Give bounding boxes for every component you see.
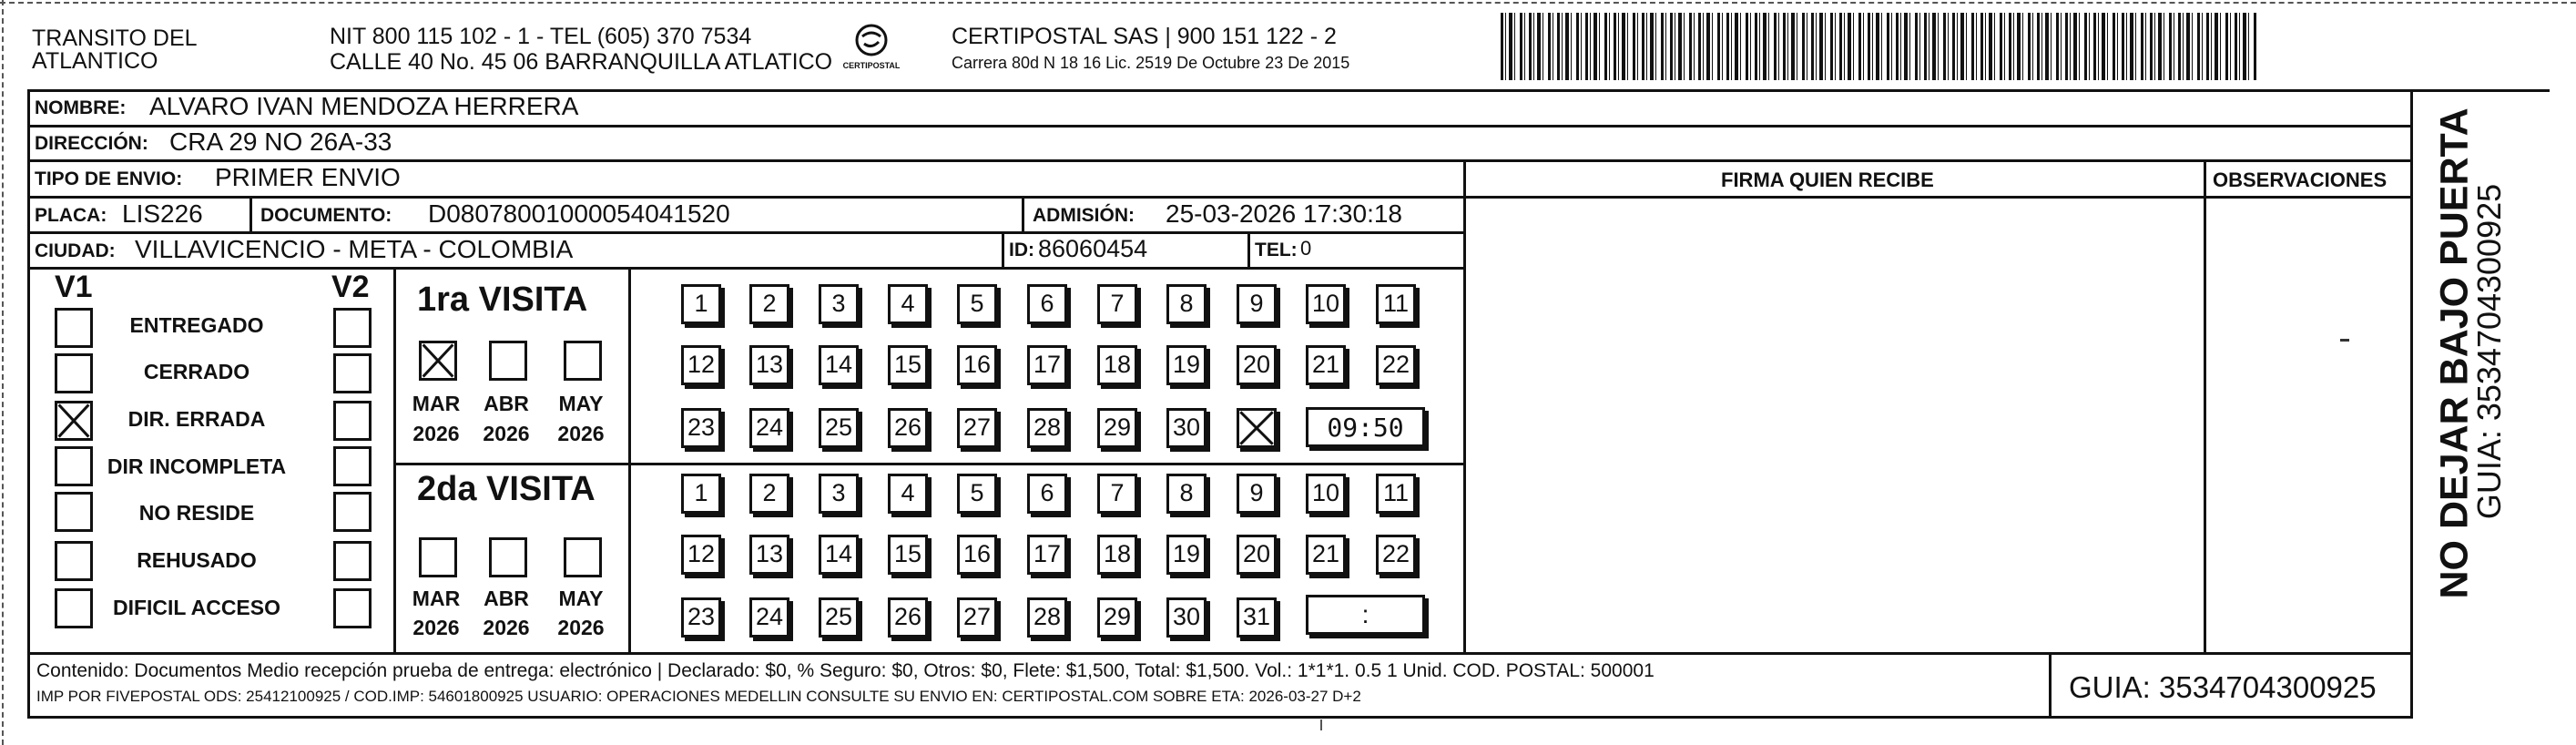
first-abr-box[interactable]	[489, 341, 527, 381]
first-day-12-label: 12	[687, 351, 716, 378]
first-day-26-box[interactable]	[888, 408, 928, 448]
second-day-16-label: 16	[962, 540, 992, 567]
second-day-3-label: 3	[831, 479, 846, 506]
placa-value: LIS226	[122, 199, 203, 228]
second-day-20-box[interactable]	[1237, 535, 1277, 575]
second-day-24-label: 24	[755, 603, 784, 630]
second-day-4-label: 4	[901, 479, 915, 506]
second-day-17-label: 17	[1033, 540, 1062, 567]
first-day-27-label: 27	[962, 413, 992, 441]
status-entregado: ENTREGADO	[129, 313, 264, 337]
row2-bottom	[27, 159, 2413, 162]
v2-no-reside-checkbox[interactable]	[333, 492, 372, 532]
first-month-may: MAY	[558, 392, 604, 415]
status-rehusado: REHUSADO	[137, 548, 257, 572]
second-day-1-box[interactable]	[681, 474, 721, 514]
first-day-9-label: 9	[1249, 290, 1264, 317]
second-day-5-box[interactable]	[957, 474, 997, 514]
logo-text: CERTIPOSTAL	[842, 61, 901, 70]
first-day-16-box[interactable]	[957, 345, 997, 385]
nombre-label: NOMBRE:	[35, 97, 127, 118]
ciudad-label: CIUDAD:	[35, 240, 116, 261]
firma-left-divider	[1463, 159, 1466, 655]
first-day-4-box[interactable]	[888, 284, 928, 324]
tel-value: 0	[1300, 237, 1312, 260]
second-day-17-box[interactable]	[1027, 535, 1067, 575]
first-day-14-label: 14	[824, 351, 853, 378]
first-day-13-label: 13	[755, 351, 784, 378]
first-day-25-box[interactable]	[819, 408, 859, 448]
first-year-abr: 2026	[483, 422, 530, 445]
certipostal-logo	[835, 22, 908, 78]
months-divider	[628, 267, 631, 655]
second-day-13-label: 13	[755, 540, 784, 567]
first-mar-box[interactable]	[419, 341, 457, 381]
second-day-31-box[interactable]	[1237, 597, 1277, 638]
v2-dir-incompleta-checkbox[interactable]	[333, 446, 372, 486]
status-dificil-acceso: DIFICIL ACCESO	[112, 596, 280, 619]
first-day-17-label: 17	[1033, 351, 1062, 378]
nit-line: NIT 800 115 102 - 1 - TEL (605) 370 7534	[330, 24, 752, 49]
first-day-8-box[interactable]	[1166, 284, 1207, 324]
second-day-19-box[interactable]	[1166, 535, 1207, 575]
first-day-3-label: 3	[831, 290, 846, 317]
second-year-mar: 2026	[412, 616, 460, 639]
first-day-6-box[interactable]	[1027, 284, 1067, 324]
first-day-17-box[interactable]	[1027, 345, 1067, 385]
second-day-27-box[interactable]	[957, 597, 997, 638]
first-day-11-label: 11	[1382, 290, 1410, 317]
second-day-15-box[interactable]	[888, 535, 928, 575]
visit-separator	[393, 463, 1466, 465]
second-day-12-label: 12	[687, 540, 716, 567]
second-day-18-box[interactable]	[1097, 535, 1137, 575]
row5-bottom	[27, 267, 1466, 270]
first-day-7-box[interactable]	[1097, 284, 1137, 324]
second-day-7-box[interactable]	[1097, 474, 1137, 514]
top-border	[0, 2, 2576, 4]
id-label: ID:	[1009, 240, 1034, 260]
second-may-box[interactable]	[564, 537, 602, 577]
second-day-6-box[interactable]	[1027, 474, 1067, 514]
first-day-1-box[interactable]	[681, 284, 721, 324]
first-day-18-label: 18	[1103, 351, 1132, 378]
first-day-5-label: 5	[970, 290, 984, 317]
first-day-23-label: 23	[687, 413, 716, 441]
direccion-value: CRA 29 NO 26A-33	[169, 128, 392, 156]
second-day-12-box[interactable]	[681, 535, 721, 575]
second-day-25-label: 25	[824, 603, 853, 630]
first-day-27-box[interactable]	[957, 408, 997, 448]
tel-label: TEL:	[1255, 240, 1298, 260]
second-day-16-box[interactable]	[957, 535, 997, 575]
first-day-19-label: 19	[1172, 351, 1201, 378]
documento-label: DOCUMENTO:	[260, 205, 392, 226]
admision-label: ADMISIÓN:	[1033, 205, 1135, 226]
first-may-box[interactable]	[564, 341, 602, 381]
ciudad-value: VILLAVICENCIO - META - COLOMBIA	[135, 235, 574, 263]
second-day-3-box[interactable]	[819, 474, 859, 514]
placa-label: PLACA:	[35, 205, 107, 226]
first-day-20-box[interactable]	[1237, 345, 1277, 385]
first-day-3-box[interactable]	[819, 284, 859, 324]
second-day-23-label: 23	[687, 603, 716, 630]
second-day-10-label: 10	[1311, 479, 1340, 506]
second-day-1-label: 1	[694, 479, 708, 506]
second-day-21-label: 21	[1311, 540, 1340, 567]
second-day-22-label: 22	[1381, 540, 1410, 567]
first-year-may: 2026	[557, 422, 605, 445]
first-day-15-box[interactable]	[888, 345, 928, 385]
second-month-may: MAY	[558, 587, 604, 610]
second-day-29-box[interactable]	[1097, 597, 1137, 638]
second-day-8-label: 8	[1179, 479, 1194, 506]
first-day-18-box[interactable]	[1097, 345, 1137, 385]
firma-header-bottom	[1463, 196, 2413, 199]
second-day-13-box[interactable]	[749, 535, 789, 575]
v2-dir-errada-checkbox[interactable]	[333, 401, 372, 441]
second-day-21-box[interactable]	[1306, 535, 1346, 575]
first-day-28-box[interactable]	[1027, 408, 1067, 448]
first-day-16-label: 16	[962, 351, 992, 378]
v1-label: V1	[55, 270, 93, 304]
second-mar-box[interactable]	[419, 537, 457, 577]
obs-mark	[2340, 339, 2349, 342]
first-day-19-box[interactable]	[1166, 345, 1207, 385]
firma-label: FIRMA QUIEN RECIBE	[1721, 168, 1934, 191]
first-day-30-box[interactable]	[1166, 408, 1207, 448]
first-month-abr: ABR	[484, 392, 529, 415]
status-dir-errada: DIR. ERRADA	[127, 407, 266, 431]
first-day-21-box[interactable]	[1306, 345, 1346, 385]
side-guia: GUIA: 3534704300925	[2470, 183, 2508, 520]
sender-line1: TRANSITO DEL	[32, 26, 198, 51]
second-visit-time-box[interactable]	[1306, 595, 1425, 635]
second-day-31-label: 31	[1242, 603, 1271, 630]
first-day-2-label: 2	[762, 290, 777, 317]
first-day-12-box[interactable]	[681, 345, 721, 385]
second-visit-time: :	[1361, 600, 1369, 628]
second-visit-title: 2da VISITA	[417, 470, 596, 508]
no-dejar-bajo-puerta: NO DEJAR BAJO PUERTA	[2432, 107, 2477, 599]
sender-address: CALLE 40 No. 45 06 BARRANQUILLA ATLATICO	[330, 49, 833, 75]
first-day-22-label: 22	[1381, 351, 1410, 378]
second-year-may: 2026	[557, 616, 605, 639]
second-day-5-label: 5	[970, 479, 984, 506]
second-day-27-label: 27	[962, 603, 992, 630]
v2-rehusado-checkbox[interactable]	[333, 541, 372, 581]
first-day-29-label: 29	[1103, 413, 1132, 441]
second-day-9-label: 9	[1249, 479, 1264, 506]
placa-divider	[249, 196, 252, 232]
footer-content-line: Contenido: Documentos Medio recepción prueba de entrega: electrónico | Declarado: $0, % Seguro: $0, Otros: $0, Flete: $1,500, Total: $1,500. Vol.: 1*1*1. 0.5 1 Unid. COD. POSTAL: 500001	[36, 660, 1655, 681]
first-month-mar: MAR	[412, 392, 461, 415]
first-day-24-label: 24	[755, 413, 784, 441]
second-day-14-box[interactable]	[819, 535, 859, 575]
side-text	[2415, 89, 2508, 636]
second-day-18-label: 18	[1103, 540, 1132, 567]
status-divider	[393, 267, 396, 655]
second-day-11-label: 11	[1382, 479, 1410, 506]
second-day-22-box[interactable]	[1376, 535, 1416, 575]
sender-line2: ATLANTICO	[32, 48, 158, 74]
footer-tick	[1320, 719, 1322, 730]
documento-value: D08078001000054041520	[428, 199, 730, 228]
first-day-23-box[interactable]	[681, 408, 721, 448]
status-cerrado: CERRADO	[143, 360, 250, 383]
first-day-25-label: 25	[824, 413, 853, 441]
second-day-26-label: 26	[893, 603, 922, 630]
second-day-28-box[interactable]	[1027, 597, 1067, 638]
first-day-4-label: 4	[901, 290, 915, 317]
second-day-26-box[interactable]	[888, 597, 928, 638]
first-day-15-label: 15	[893, 351, 922, 378]
first-visit-time: 09:50	[1327, 413, 1404, 443]
admision-divider	[1022, 196, 1024, 232]
first-day-21-label: 21	[1311, 351, 1340, 378]
left-border	[2, 0, 4, 745]
second-day-11-box[interactable]	[1376, 474, 1416, 514]
second-day-24-box[interactable]	[749, 597, 789, 638]
first-day-22-box[interactable]	[1376, 345, 1416, 385]
second-day-10-box[interactable]	[1306, 474, 1346, 514]
status-no-reside: NO RESIDE	[138, 501, 255, 525]
second-day-25-box[interactable]	[819, 597, 859, 638]
second-day-7-label: 7	[1110, 479, 1125, 506]
frame-right	[2410, 89, 2413, 719]
second-day-30-label: 30	[1172, 603, 1201, 630]
first-day-20-label: 20	[1242, 351, 1271, 378]
first-visit-time-box[interactable]	[1306, 407, 1425, 447]
company-line: CERTIPOSTAL SAS | 900 151 122 - 2	[952, 24, 1337, 49]
first-day-31-box[interactable]	[1237, 408, 1277, 448]
first-day-5-box[interactable]	[957, 284, 997, 324]
footer-impression-line: IMP POR FIVEPOSTAL ODS: 25412100925 / COD.IMP: 54601800925 USUARIO: OPERACIONES MEDELLIN CONSULTE SU ENVIO EN: CERTIPOSTAL.COM SOBRE ETA: 2026-03-27 D+2	[36, 688, 1361, 705]
second-day-2-box[interactable]	[749, 474, 789, 514]
first-day-11-box[interactable]	[1376, 284, 1416, 324]
second-day-20-label: 20	[1242, 540, 1271, 567]
barcode	[1501, 13, 2256, 80]
first-year-mar: 2026	[412, 422, 460, 445]
second-day-29-label: 29	[1103, 603, 1132, 630]
v2-entregado-checkbox[interactable]	[333, 308, 372, 348]
nombre-value: ALVARO IVAN MENDOZA HERRERA	[149, 92, 579, 120]
obs-left-divider	[2204, 159, 2206, 655]
first-day-10-label: 10	[1311, 290, 1340, 317]
first-day-6-label: 6	[1040, 290, 1054, 317]
second-day-23-box[interactable]	[681, 597, 721, 638]
second-day-15-label: 15	[893, 540, 922, 567]
license-line: Carrera 80d N 18 16 Lic. 2519 De Octubre 23 De 2015	[952, 54, 1350, 72]
second-day-14-label: 14	[824, 540, 853, 567]
second-day-2-label: 2	[762, 479, 777, 506]
second-day-30-box[interactable]	[1166, 597, 1207, 638]
first-day-2-box[interactable]	[749, 284, 789, 324]
second-day-9-box[interactable]	[1237, 474, 1277, 514]
first-day-28-label: 28	[1033, 413, 1062, 441]
first-day-9-box[interactable]	[1237, 284, 1277, 324]
first-day-13-box[interactable]	[749, 345, 789, 385]
first-day-26-label: 26	[893, 413, 922, 441]
v2-dificil-acceso-checkbox[interactable]	[333, 588, 372, 628]
first-day-8-label: 8	[1179, 290, 1194, 317]
first-day-14-box[interactable]	[819, 345, 859, 385]
tipo-envio-value: PRIMER ENVIO	[215, 163, 401, 191]
footer-guia: GUIA: 3534704300925	[2069, 670, 2377, 704]
direccion-label: DIRECCIÓN:	[35, 133, 148, 154]
second-day-6-label: 6	[1040, 479, 1054, 506]
first-day-10-box[interactable]	[1306, 284, 1346, 324]
second-day-8-box[interactable]	[1166, 474, 1207, 514]
v2-label: V2	[331, 270, 370, 304]
status-dir-incompleta: DIR INCOMPLETA	[107, 454, 287, 478]
second-day-19-label: 19	[1172, 540, 1201, 567]
first-day-24-box[interactable]	[749, 408, 789, 448]
footer-top	[27, 652, 2413, 655]
second-day-4-box[interactable]	[888, 474, 928, 514]
frame-left	[27, 89, 30, 719]
second-month-abr: ABR	[484, 587, 529, 610]
row4-bottom	[27, 231, 1466, 234]
second-month-mar: MAR	[412, 587, 461, 610]
observaciones-label: OBSERVACIONES	[2213, 168, 2388, 191]
footer-guia-divider	[2049, 652, 2052, 719]
first-day-1-label: 1	[694, 290, 708, 317]
frame-bottom	[27, 716, 2413, 719]
v2-cerrado-checkbox[interactable]	[333, 353, 372, 393]
tipo-envio-label: TIPO DE ENVIO:	[35, 168, 183, 189]
first-day-7-label: 7	[1110, 290, 1125, 317]
id-divider	[1002, 231, 1004, 268]
tel-divider	[1247, 231, 1250, 268]
id-value: 86060454	[1038, 235, 1148, 262]
admision-value: 25-03-2026 17:30:18	[1166, 199, 1402, 228]
second-year-abr: 2026	[483, 616, 530, 639]
second-day-28-label: 28	[1033, 603, 1062, 630]
first-visit-title: 1ra VISITA	[417, 281, 588, 319]
first-day-30-label: 30	[1172, 413, 1201, 441]
second-abr-box[interactable]	[489, 537, 527, 577]
first-day-29-box[interactable]	[1097, 408, 1137, 448]
